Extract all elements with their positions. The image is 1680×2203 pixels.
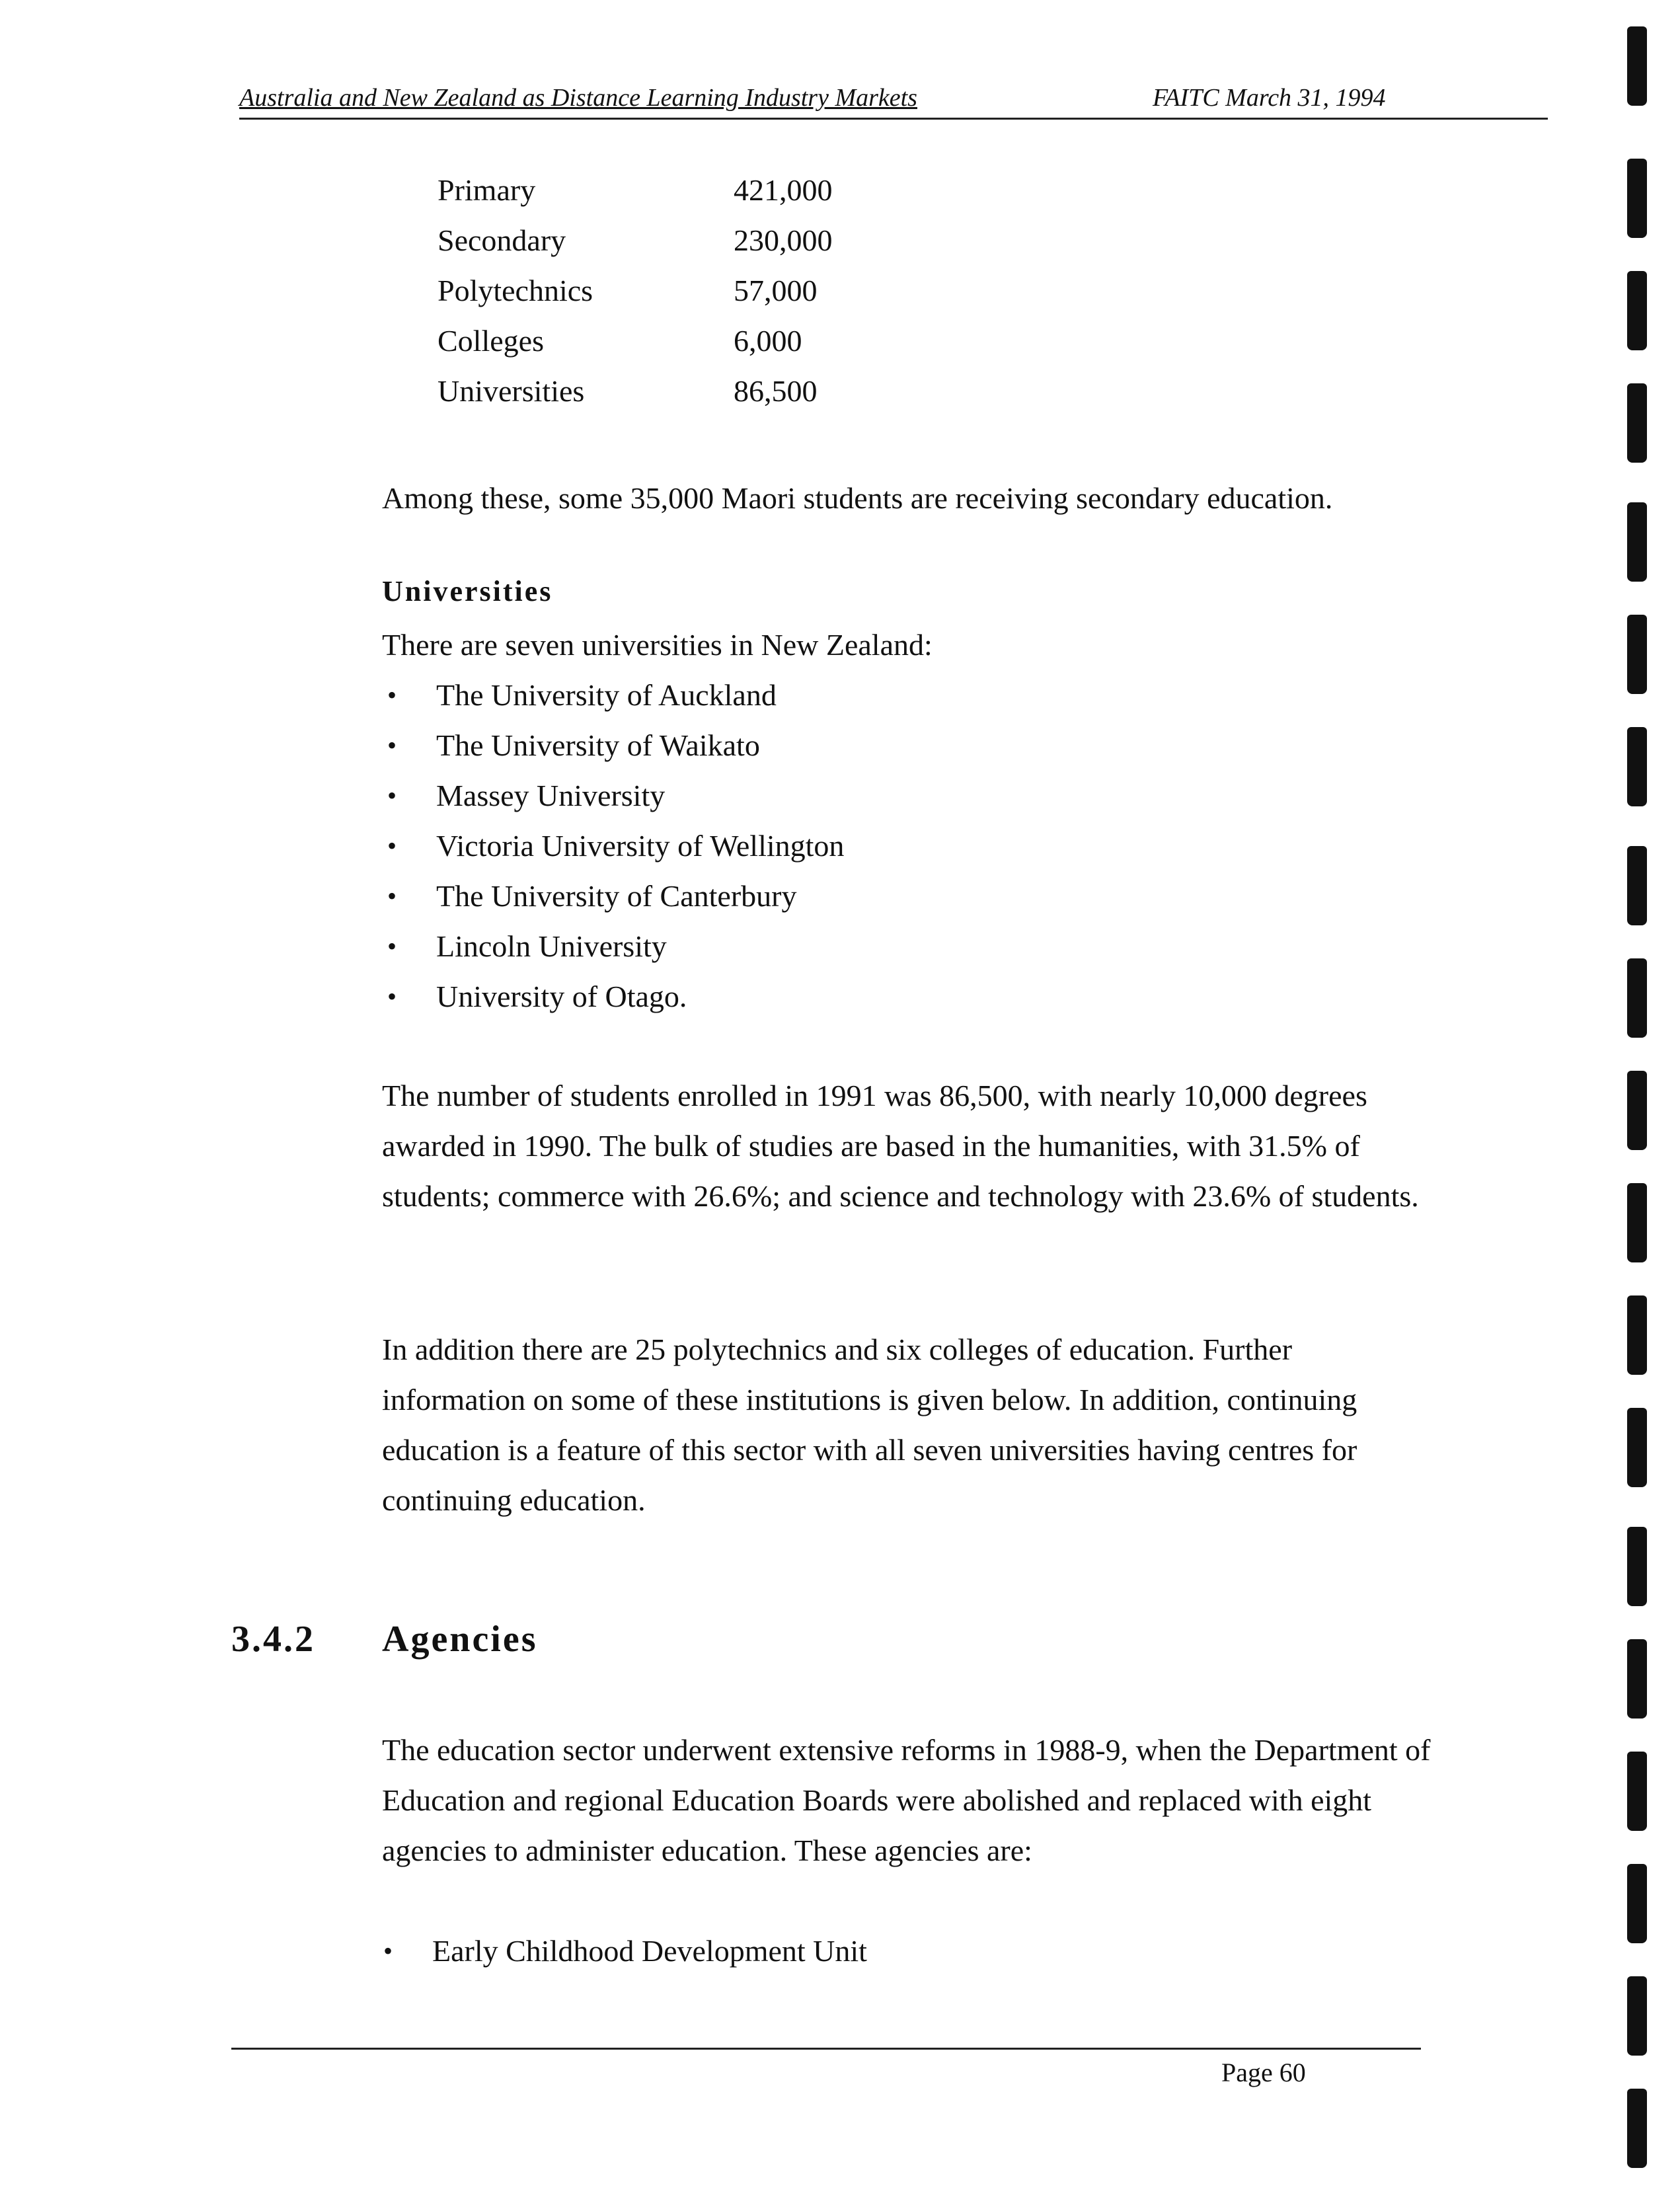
enrolment-category: Primary xyxy=(438,173,536,207)
maori-sentence: Among these, some 35,000 Maori students are receiving secondary education. xyxy=(382,481,1333,515)
binding-hole xyxy=(1627,271,1647,350)
binding-hole xyxy=(1627,1639,1647,1719)
binding-hole xyxy=(1627,846,1647,925)
binding-hole xyxy=(1627,383,1647,463)
enrolment-category: Colleges xyxy=(438,324,544,358)
binding-hole xyxy=(1627,1408,1647,1487)
list-item: • The University of Auckland xyxy=(382,670,844,720)
binding-hole xyxy=(1627,159,1647,238)
header-date: FAITC March 31, 1994 xyxy=(1153,84,1386,112)
binding-hole xyxy=(1627,1527,1647,1606)
agencies-list xyxy=(378,1926,867,1976)
binding-hole xyxy=(1627,1295,1647,1375)
enrolment-value: 86,500 xyxy=(734,374,818,408)
enrolment-category: Universities xyxy=(438,374,585,408)
list-item: • Early Childhood Development Unit xyxy=(378,1926,867,1976)
list-item: • Massey University xyxy=(382,771,844,821)
list-item: • Victoria University of Wellington xyxy=(382,821,844,871)
binding-hole xyxy=(1627,615,1647,694)
list-item: • The University of Waikato xyxy=(382,720,844,771)
binding-hole xyxy=(1627,1864,1647,1943)
footer-rule xyxy=(231,2048,1421,2050)
section-number: 3.4.2 xyxy=(231,1619,315,1660)
page-number: Page 60 xyxy=(1221,2058,1306,2087)
enrolment-value: 6,000 xyxy=(734,324,802,358)
running-header xyxy=(239,78,1548,120)
binding-hole xyxy=(1627,26,1647,106)
binding-hole xyxy=(1627,1071,1647,1150)
universities-list xyxy=(382,670,844,1022)
enrolment-category: Polytechnics xyxy=(438,274,593,307)
enrolment-value: 230,000 xyxy=(734,223,833,257)
binding-hole xyxy=(1627,1752,1647,1831)
enrolment-value: 57,000 xyxy=(734,274,818,307)
binding-hole xyxy=(1627,727,1647,806)
header-title: Australia and New Zealand as Distance Learning Industry Markets xyxy=(239,84,917,112)
binding-holes xyxy=(1618,0,1680,2203)
agencies-paragraph: The education sector underwent extensive reforms in 1988-9, when the Department of Education and regional Education Boards were abolished and replaced with eight agencies to administer education. These agencies are: xyxy=(382,1733,1431,1867)
list-item: • The University of Canterbury xyxy=(382,871,844,921)
section-title: Agencies xyxy=(382,1619,538,1660)
list-item: • Lincoln University xyxy=(382,921,844,972)
list-item: • University of Otago. xyxy=(382,972,844,1022)
enrolment-value: 421,000 xyxy=(734,173,833,207)
enrolment-paragraph: The number of students enrolled in 1991 was 86,500, with nearly 10,000 degrees awarded in 1990. The bulk of studies are based in the humanities, with 31.5% of students; commerce with 26.6%; and science and technology with 23.6% of students. xyxy=(382,1079,1419,1213)
binding-hole xyxy=(1627,502,1647,582)
binding-hole xyxy=(1627,1976,1647,2056)
binding-hole xyxy=(1627,958,1647,1038)
universities-intro: There are seven universities in New Zealand: xyxy=(382,628,933,662)
universities-heading: Universities xyxy=(382,575,553,607)
binding-hole xyxy=(1627,1183,1647,1262)
institutions-paragraph: In addition there are 25 polytechnics and six colleges of education. Further information on some of these institutions is given below. In addition, continuing education is a feature of this sector with all seven universities having centres for continuing education. xyxy=(382,1333,1357,1517)
binding-hole xyxy=(1627,2089,1647,2168)
enrolment-category: Secondary xyxy=(438,223,566,257)
